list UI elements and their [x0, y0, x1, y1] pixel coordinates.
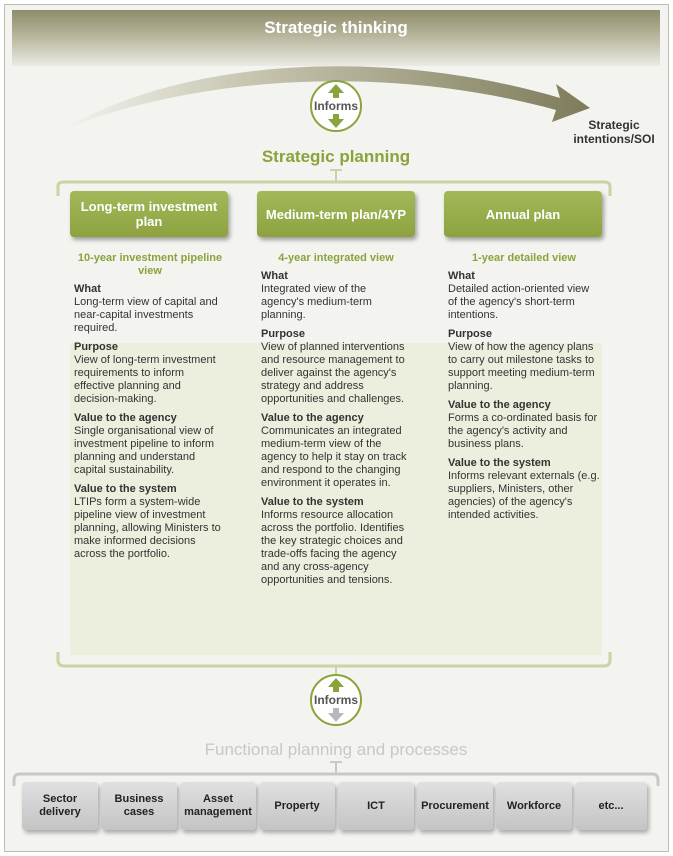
- section-label: Value to the agency: [74, 412, 177, 424]
- strategic-intentions-label: Strategic intentions/SOI: [573, 118, 655, 146]
- business-cases-button[interactable]: Business cases: [101, 782, 177, 830]
- section-text: View of how the agency plans to carry out milestone tasks to support meeting medium-term planning.: [448, 341, 595, 392]
- section-label: What: [74, 283, 101, 295]
- column-subtitle: 1-year detailed view: [472, 252, 576, 264]
- long-term-investment-plan-button[interactable]: Long-term investment plan: [70, 191, 228, 237]
- property-button[interactable]: Property: [259, 782, 335, 830]
- section-label: Purpose: [261, 328, 306, 340]
- section-label: Purpose: [74, 341, 119, 353]
- section-text: View of planned interventions and resource management to deliver against the agency's strategy and address opportunities and challenges.: [261, 341, 405, 405]
- section-text: Forms a co-ordinated basis for the agency's activity and business plans.: [448, 412, 598, 450]
- section-text: Detailed action-oriented view of the agency's short-term intentions.: [448, 283, 590, 321]
- procurement-button[interactable]: Procurement: [417, 782, 493, 830]
- section-label: Value to the system: [261, 496, 364, 508]
- section-label: Value to the system: [74, 483, 177, 495]
- strategic-planning-title: Strategic planning: [261, 147, 411, 166]
- etc-button[interactable]: etc...: [575, 782, 647, 830]
- plan-column-long-term: [74, 252, 226, 567]
- ict-button[interactable]: ICT: [338, 782, 414, 830]
- plan-column-annual: [448, 252, 600, 528]
- section-label: What: [261, 270, 288, 282]
- informs-label-top: Informs: [313, 99, 358, 113]
- section-label: Value to the agency: [261, 412, 364, 424]
- section-label: Value to the system: [448, 457, 551, 469]
- section-label: Value to the agency: [448, 399, 551, 411]
- informs-label-bottom: Informs: [313, 693, 358, 707]
- section-label: Purpose: [448, 328, 493, 340]
- section-text: Informs relevant externals (e.g. suppliers, Ministers, other agencies) of the agency's intended activities.: [448, 470, 600, 521]
- section-text: Informs resource allocation across the portfolio. Identifies the key strategic choices and trade-offs facing the agency and any cross-agency opportunities and tensions.: [261, 509, 405, 586]
- section-text: Single organisational view of investment pipeline to inform planning and understand capital sustainability.: [74, 425, 215, 476]
- plan-column-medium-term: [261, 252, 411, 593]
- functional-planning-title: Functional planning and processes: [204, 740, 468, 759]
- section-label: What: [448, 270, 475, 282]
- section-text: LTIPs form a system-wide pipeline view of investment planning, allowing Ministers to make informed decisions across the portfolio.: [74, 496, 221, 560]
- workforce-button[interactable]: Workforce: [496, 782, 572, 830]
- column-subtitle: 4-year integrated view: [278, 252, 394, 264]
- strategic-thinking-title: Strategic thinking: [264, 18, 408, 37]
- asset-management-button[interactable]: Asset management: [180, 782, 256, 830]
- medium-term-plan-button[interactable]: Medium-term plan/4YP: [257, 191, 415, 237]
- section-text: View of long-term investment requirements to inform effective planning and decision-making.: [74, 354, 216, 405]
- column-subtitle: 10-year investment pipeline view: [77, 252, 223, 277]
- sector-delivery-button[interactable]: Sector delivery: [22, 782, 98, 830]
- section-text: Integrated view of the agency's medium-term planning.: [261, 283, 372, 321]
- section-text: Long-term view of capital and near-capital investments required.: [74, 296, 218, 334]
- section-text: Communicates an integrated medium-term view of the agency to help it stay on track and respond to the changing environment it operates in.: [261, 425, 407, 489]
- annual-plan-button[interactable]: Annual plan: [444, 191, 602, 237]
